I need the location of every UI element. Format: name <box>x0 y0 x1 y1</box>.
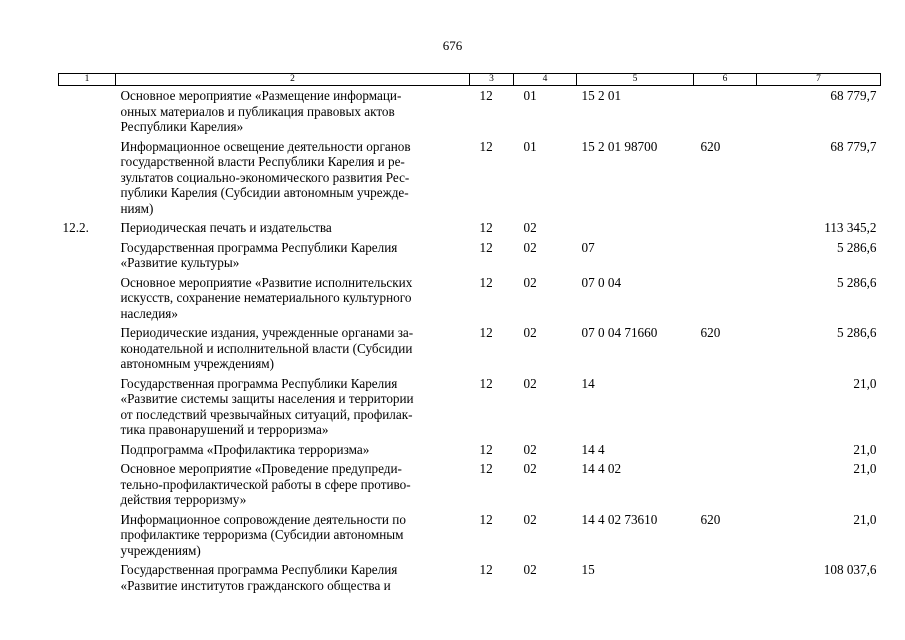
row-name <box>116 461 470 512</box>
table-row <box>59 562 881 597</box>
column-header: 7 <box>757 74 881 86</box>
subsection-code: 02 <box>523 461 537 476</box>
column-header: 5 <box>577 74 694 86</box>
amount: 21,0 <box>853 511 877 527</box>
row-number: 12.2. <box>62 220 89 235</box>
row-name-line: Периодические издания, учрежденные органами за- <box>120 325 414 340</box>
row-number <box>59 461 116 512</box>
target-article-code: 07 0 04 71660 <box>581 325 658 340</box>
row-name-line: «Развитие институтов гражданского общества и <box>120 577 391 593</box>
amount: 108 037,6 <box>823 562 877 577</box>
expense-type-code <box>694 275 757 326</box>
table-row <box>59 240 881 275</box>
section-code: 12 <box>479 325 493 340</box>
amount: 21,0 <box>853 441 877 457</box>
row-number <box>59 275 116 326</box>
subsection-code: 02 <box>523 562 537 577</box>
table-row <box>59 461 881 512</box>
row-name <box>116 86 470 139</box>
row-number <box>59 240 116 275</box>
column-header: 6 <box>694 74 757 86</box>
section-code: 12 <box>479 88 493 103</box>
row-name-line: Государственная программа Республики Карелия <box>120 239 398 255</box>
row-number <box>59 325 116 376</box>
row-name-line: онных материалов и публикация правовых актов <box>120 103 395 119</box>
expense-type-code: 620 <box>700 138 721 154</box>
row-name-line: действия терроризму» <box>120 492 247 507</box>
amount: 68 779,7 <box>830 138 877 154</box>
subsection-code: 01 <box>523 138 537 154</box>
row-name <box>116 325 470 376</box>
row-name-line: Подпрограмма «Профилактика терроризма» <box>120 441 370 457</box>
amount: 5 286,6 <box>836 274 877 290</box>
row-name-line: профилактике терроризма (Субсидии автономным <box>120 527 404 542</box>
row-number <box>59 442 116 462</box>
target-article-code: 14 4 <box>581 441 605 457</box>
row-name-line: зультатов социально-экономического развития Рес- <box>120 169 410 185</box>
column-number-row <box>59 74 881 86</box>
expense-type-code: 620 <box>700 511 721 527</box>
expense-type-code <box>694 86 757 139</box>
row-name-line: тика правонарушений и терроризма» <box>120 422 329 437</box>
section-code: 12 <box>479 138 493 154</box>
expense-type-code <box>694 220 757 240</box>
section-code: 12 <box>479 220 493 235</box>
subsection-code: 02 <box>523 220 537 235</box>
row-name-line: публики Карелия (Субсидии автономным учрежде- <box>120 185 409 200</box>
section-code: 12 <box>479 441 493 457</box>
row-name-line: Основное мероприятие «Проведение предупреди- <box>120 461 402 476</box>
row-name <box>116 376 470 442</box>
subsection-code: 02 <box>523 274 537 290</box>
row-name-line: Информационное освещение деятельности органов <box>120 138 411 154</box>
row-number <box>59 512 116 563</box>
row-name-line: наследия» <box>120 305 178 321</box>
table-row <box>59 376 881 442</box>
column-header: 1 <box>59 74 116 86</box>
table-row <box>59 442 881 462</box>
target-article-code: 15 2 01 98700 <box>581 138 658 154</box>
section-code: 12 <box>479 562 493 577</box>
table-row <box>59 220 881 240</box>
budget-table <box>58 73 881 597</box>
row-name <box>116 562 470 597</box>
subsection-code: 02 <box>523 239 537 255</box>
row-number <box>59 139 116 221</box>
page-number: 676 <box>442 38 463 53</box>
row-name-line: «Развитие культуры» <box>120 255 240 270</box>
row-name-line: конодательной и исполнительной власти (Субсидии <box>120 340 413 356</box>
target-article-code: 07 <box>581 239 595 255</box>
section-code: 12 <box>479 274 493 290</box>
row-name-line: Информационное сопровождение деятельности по <box>120 511 406 527</box>
column-header: 3 <box>470 74 514 86</box>
column-header: 4 <box>514 74 577 86</box>
table-row <box>59 86 881 139</box>
row-name-line: Государственная программа Республики Карелия <box>120 375 398 391</box>
section-code: 12 <box>479 239 493 255</box>
row-name-line: государственной власти Республики Карелия и ре- <box>120 154 405 169</box>
amount: 21,0 <box>853 461 877 476</box>
table-body <box>59 86 881 598</box>
row-name-line: от последствий чрезвычайных ситуаций, профилак- <box>120 406 413 422</box>
section-code: 12 <box>479 511 493 527</box>
subsection-code: 02 <box>523 441 537 457</box>
row-name-line: «Развитие системы защиты населения и территории <box>120 391 414 406</box>
target-article-code <box>577 220 694 240</box>
table-row <box>59 139 881 221</box>
row-name <box>116 139 470 221</box>
row-name-line: автономным учреждениям) <box>120 356 275 371</box>
target-article-code: 14 4 02 <box>581 461 622 476</box>
subsection-code: 02 <box>523 375 537 391</box>
row-number <box>59 376 116 442</box>
expense-type-code <box>694 240 757 275</box>
row-name-line: Республики Карелия» <box>120 119 244 134</box>
row-name-line: Основное мероприятие «Размещение информаци- <box>120 88 402 103</box>
target-article-code: 15 2 01 <box>581 88 622 103</box>
target-article-code: 14 4 02 73610 <box>581 511 658 527</box>
row-name <box>116 512 470 563</box>
subsection-code: 02 <box>523 325 537 340</box>
amount: 5 286,6 <box>836 239 877 255</box>
row-name-line: Основное мероприятие «Развитие исполнительских <box>120 274 413 290</box>
row-name <box>116 442 470 462</box>
amount: 21,0 <box>853 375 877 391</box>
subsection-code: 02 <box>523 511 537 527</box>
table-row <box>59 512 881 563</box>
table-row <box>59 325 881 376</box>
subsection-code: 01 <box>523 88 537 103</box>
target-article-code: 14 <box>581 375 595 391</box>
amount: 5 286,6 <box>836 325 877 340</box>
target-article-code: 07 0 04 <box>581 274 622 290</box>
amount: 68 779,7 <box>830 88 877 103</box>
expense-type-code <box>694 461 757 512</box>
row-name-line: Периодическая печать и издательства <box>120 220 332 235</box>
section-code: 12 <box>479 375 493 391</box>
expense-type-code: 620 <box>700 325 721 340</box>
target-article-code: 15 <box>581 562 595 577</box>
section-code: 12 <box>479 461 493 476</box>
row-name-line: искусств, сохранение нематериального культурного <box>120 290 412 305</box>
row-name-line: тельно-профилактической работы в сфере противо- <box>120 476 411 492</box>
amount: 113 345,2 <box>824 220 877 235</box>
table-row <box>59 275 881 326</box>
expense-type-code <box>694 442 757 462</box>
expense-type-code <box>694 376 757 442</box>
column-header: 2 <box>116 74 470 86</box>
row-number <box>59 86 116 139</box>
row-name-line: учреждениям) <box>120 542 201 558</box>
row-name <box>116 220 470 240</box>
row-name <box>116 275 470 326</box>
row-name <box>116 240 470 275</box>
row-name-line: Государственная программа Республики Карелия <box>120 562 398 577</box>
expense-type-code <box>694 562 757 597</box>
row-number <box>59 562 116 597</box>
row-name-line: ниям) <box>120 200 154 216</box>
